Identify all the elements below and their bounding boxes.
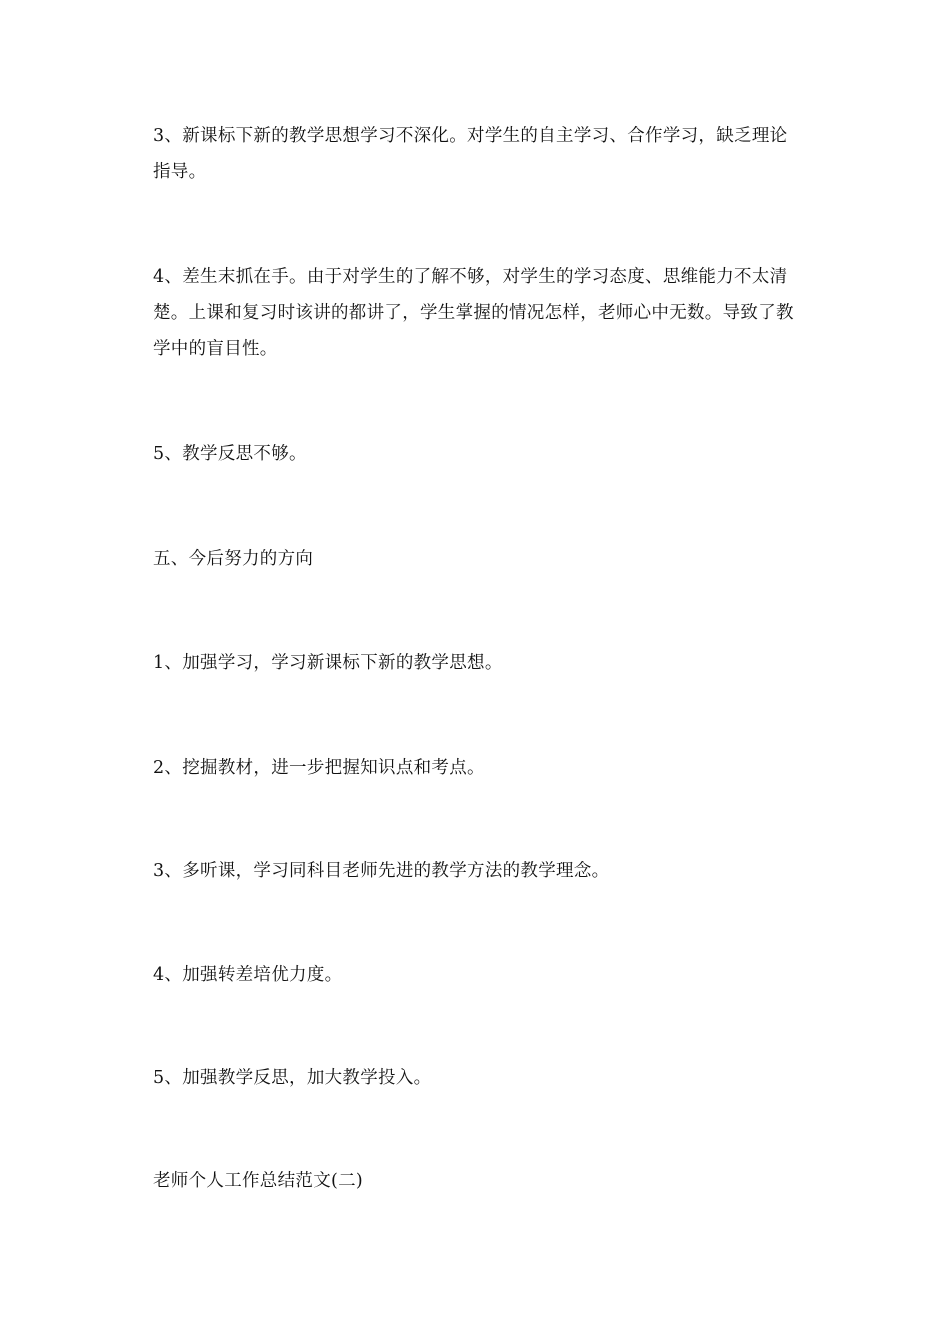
paragraph-shortcoming-3: 3、新课标下新的教学思想学习不深化。对学生的自主学习、合作学习，缺乏理论指导。 [153, 126, 788, 182]
paragraph-direction-2: 2、挖掘教材，进一步把握知识点和考点。 [153, 758, 485, 778]
paragraph-direction-1: 1、加强学习，学习新课标下新的教学思想。 [153, 653, 503, 673]
section-heading-future-direction: 五、今后努力的方向 [153, 549, 314, 569]
paragraph-direction-3: 3、多听课，学习同科目老师先进的教学方法的教学理念。 [153, 861, 610, 881]
paragraph-direction-5: 5、加强教学反思，加大教学投入。 [153, 1068, 432, 1088]
paragraph-direction-4: 4、加强转差培优力度。 [153, 965, 343, 985]
next-article-title: 老师个人工作总结范文(二) [153, 1171, 364, 1191]
paragraph-shortcoming-4: 4、差生末抓在手。由于对学生的了解不够，对学生的学习态度、思维能力不太清楚。上课和复习时该讲的都讲了，学生掌握的情况怎样，老师心中无数。导致了教学中的盲目性。 [153, 267, 794, 359]
paragraph-shortcoming-5: 5、教学反思不够。 [153, 444, 307, 464]
